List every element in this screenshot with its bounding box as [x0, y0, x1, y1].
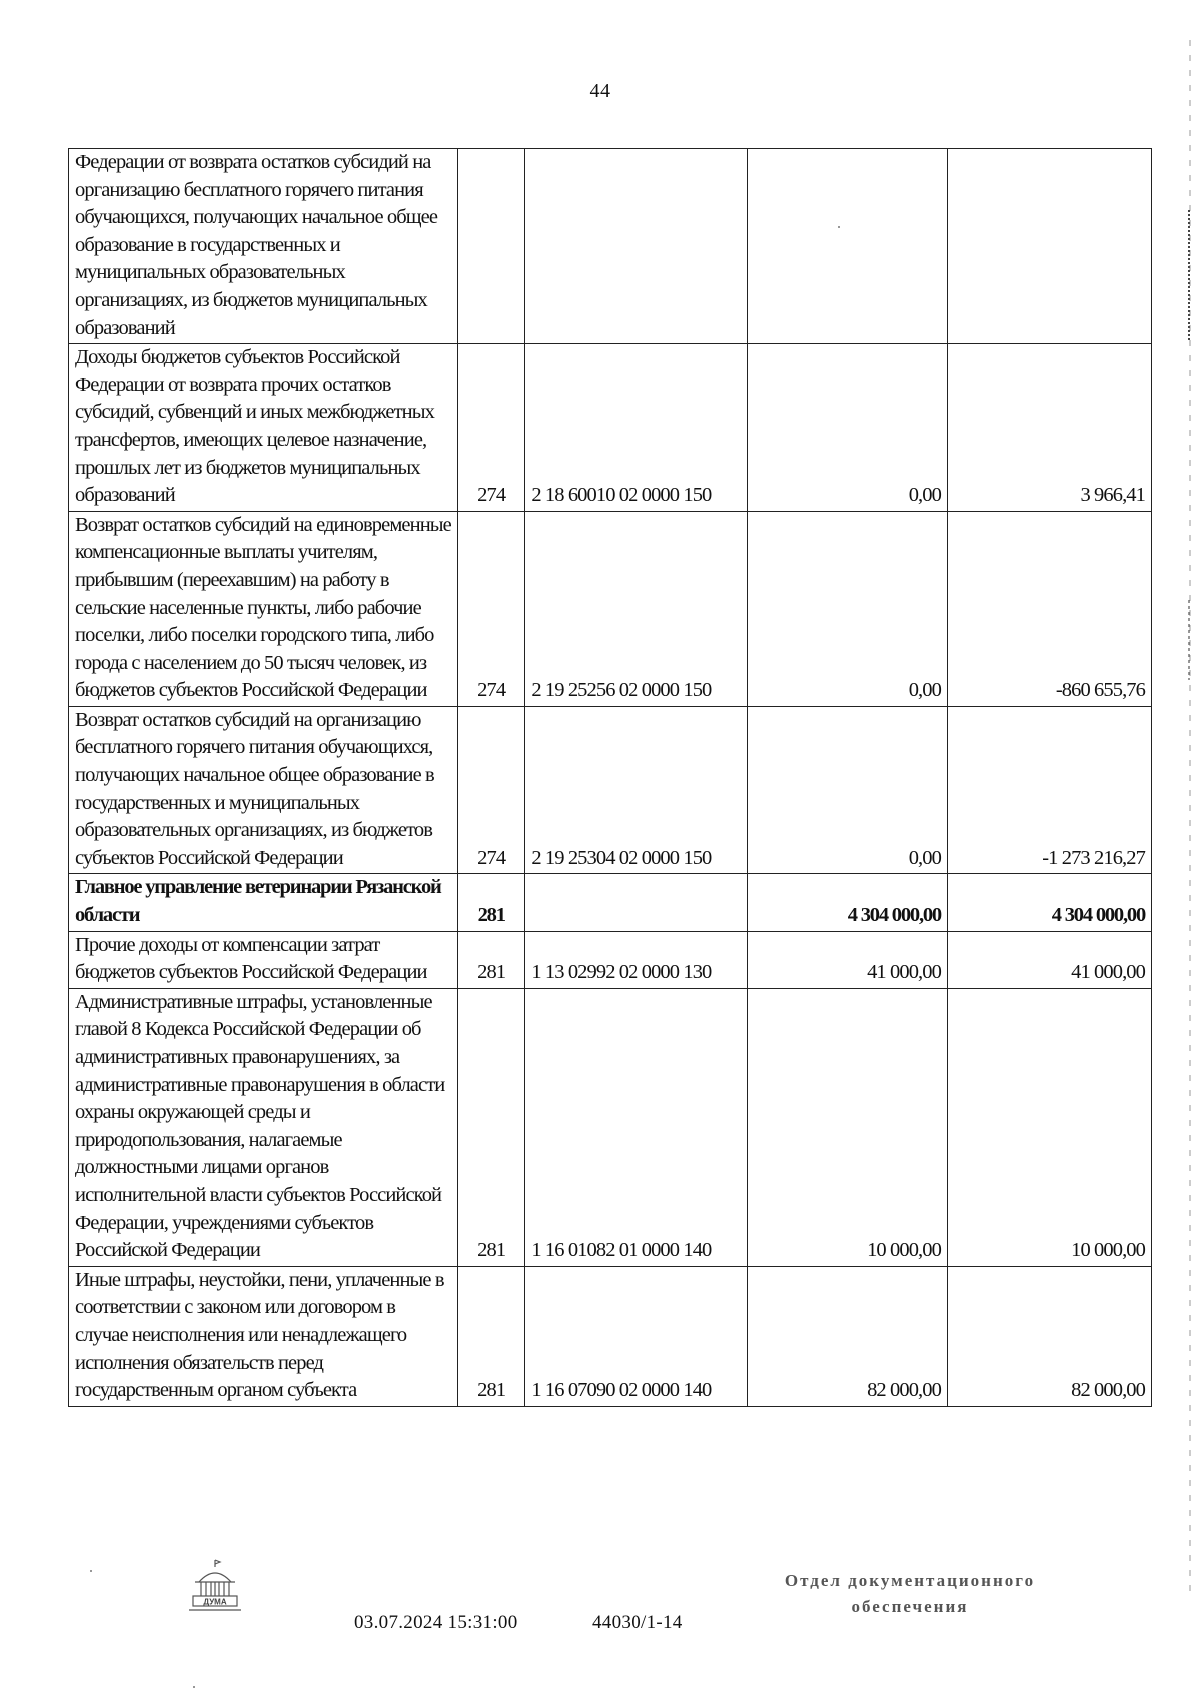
row-admin-code: 281	[458, 988, 525, 1266]
row-budget-code	[525, 874, 748, 931]
row-admin-code: 281	[458, 931, 525, 988]
revenue-table-body	[69, 149, 1152, 1407]
scan-edge-artifact	[1188, 40, 1192, 1600]
row-budget-code: 1 16 01082 01 0000 140	[525, 988, 748, 1266]
row-admin-code: 274	[458, 344, 525, 512]
table-row	[69, 149, 1152, 344]
row-name: Федерации от возврата остатков субсидий на организацию бесплатного горячего питания обучающихся, получающих начальное общее образование в государственных и муниципальных образовательных организациях, из бюджетов муниципальных образований	[69, 149, 458, 344]
revenue-table	[68, 148, 1152, 1407]
row-budget-code: 2 19 25304 02 0000 150	[525, 706, 748, 874]
row-admin-code: 281	[458, 1266, 525, 1406]
emblem-text: ДУМА	[203, 1597, 227, 1607]
row-admin-code: 274	[458, 511, 525, 706]
row-plan-amount: 0,00	[748, 344, 948, 512]
row-budget-code: 2 18 60010 02 0000 150	[525, 344, 748, 512]
row-fact-amount: 4 304 000,00	[947, 874, 1151, 931]
table-row	[69, 988, 1152, 1266]
table-row	[69, 344, 1152, 512]
table-row-section-total	[69, 874, 1152, 931]
row-name: Административные штрафы, установленные главой 8 Кодекса Российской Федерации об административных правонарушениях, за административные правонарушения в области охраны окружающей среды и природопользования, налагаемые должностными лицами органов исполнительной власти субъектов Российской Федерации, учреждениями субъектов Российской Федерации	[69, 988, 458, 1266]
row-budget-code: 1 16 07090 02 0000 140	[525, 1266, 748, 1406]
duma-emblem-logo	[185, 1558, 245, 1614]
row-fact-amount	[947, 149, 1151, 344]
scan-speck	[193, 1686, 195, 1688]
table-row	[69, 511, 1152, 706]
row-name: Возврат остатков субсидий на единовременные компенсационные выплаты учителям, прибывшим (переехавшим) на работу в сельские населенные пункты, либо рабочие поселки, либо поселки городского типа, либо города с населением до 50 тысяч человек, из бюджетов субъектов Российской Федерации	[69, 511, 458, 706]
scan-speck	[90, 1570, 92, 1572]
registration-datetime: 03.07.2024 15:31:00	[354, 1612, 518, 1633]
row-fact-amount: 10 000,00	[947, 988, 1151, 1266]
row-fact-amount: -860 655,76	[947, 511, 1151, 706]
row-fact-amount: 3 966,41	[947, 344, 1151, 512]
department-stamp: Отдел документационного обеспечения	[784, 1571, 1036, 1616]
row-fact-amount: 41 000,00	[947, 931, 1151, 988]
row-admin-code	[458, 149, 525, 344]
row-budget-code: 1 13 02992 02 0000 130	[525, 931, 748, 988]
registration-number: 44030/1-14	[592, 1612, 683, 1633]
row-plan-amount: 41 000,00	[748, 931, 948, 988]
row-name: Доходы бюджетов субъектов Российской Федерации от возврата прочих остатков субсидий, субвенций и иных межбюджетных трансфертов, имеющих целевое назначение, прошлых лет из бюджетов муниципальных образований	[69, 344, 458, 512]
row-plan-amount: 0,00	[748, 706, 948, 874]
page-number: 44	[589, 80, 611, 102]
row-name: Прочие доходы от компенсации затрат бюджетов субъектов Российской Федерации	[69, 931, 458, 988]
row-plan-amount: 0,00	[748, 511, 948, 706]
row-admin-code: 281	[458, 874, 525, 931]
row-plan-amount	[748, 149, 948, 344]
row-fact-amount: -1 273 216,27	[947, 706, 1151, 874]
row-fact-amount: 82 000,00	[947, 1266, 1151, 1406]
row-plan-amount: 4 304 000,00	[748, 874, 948, 931]
row-admin-code: 274	[458, 706, 525, 874]
scan-speck	[838, 226, 840, 228]
row-name: Иные штрафы, неустойки, пени, уплаченные в соответствии с законом или договором в случае неисполнения или ненадлежащего исполнения обязательств перед государственным органом субъекта	[69, 1266, 458, 1406]
row-budget-code	[525, 149, 748, 344]
table-row	[69, 1266, 1152, 1406]
row-plan-amount: 82 000,00	[748, 1266, 948, 1406]
row-name: Возврат остатков субсидий на организацию бесплатного горячего питания обучающихся, получающих начальное общее образование в государственных и муниципальных образовательных организациях, из бюджетов субъектов Российской Федерации	[69, 706, 458, 874]
row-name: Главное управление ветеринарии Рязанской области	[69, 874, 458, 931]
row-budget-code: 2 19 25256 02 0000 150	[525, 511, 748, 706]
table-row	[69, 931, 1152, 988]
row-plan-amount: 10 000,00	[748, 988, 948, 1266]
table-row	[69, 706, 1152, 874]
